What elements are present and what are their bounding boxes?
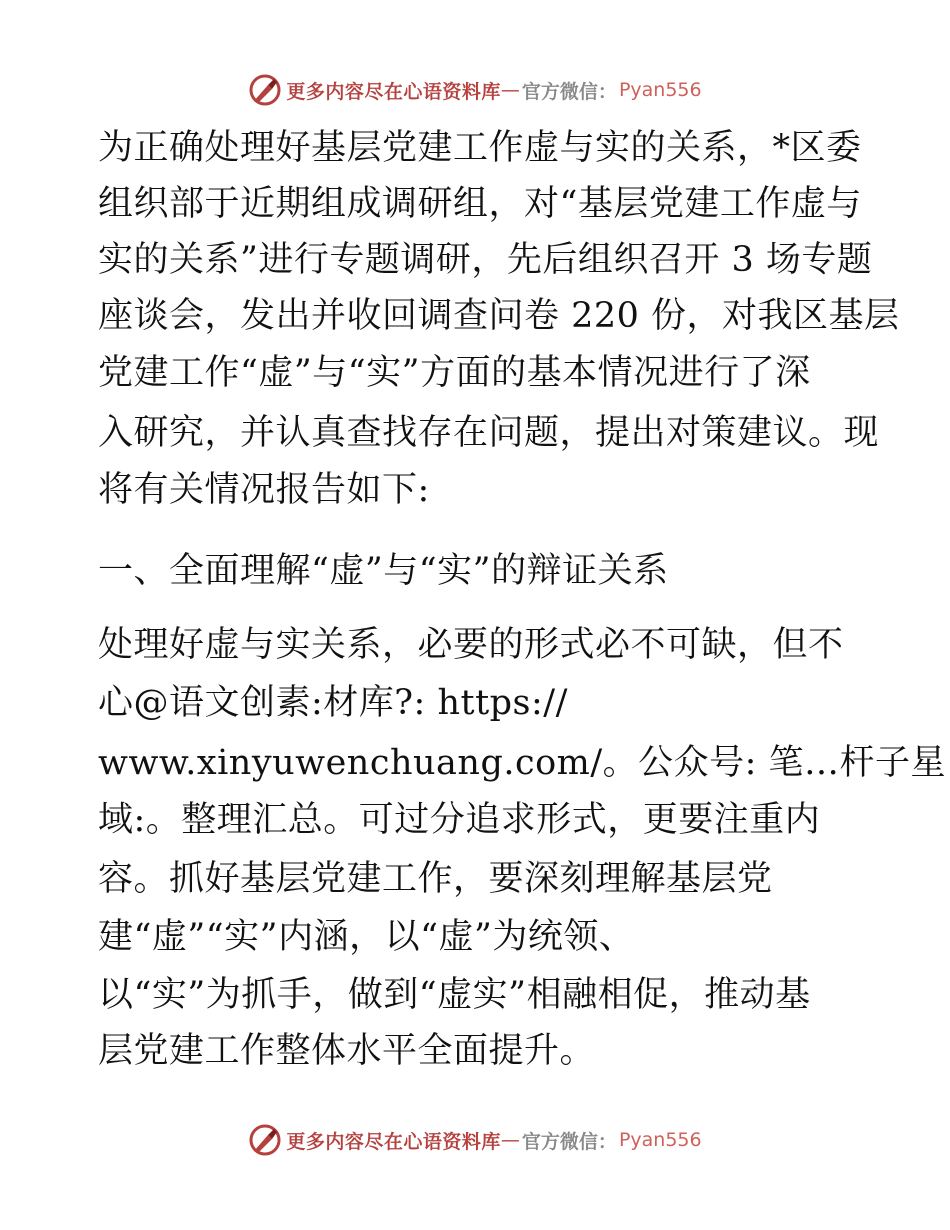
text-line: 为正确处理好基层党建工作虚与实的关系，*区委 — [98, 128, 862, 168]
text-line: 心@语文创素:材库?: https:// — [98, 683, 568, 723]
watermark-wechat-id: Pyan556 — [618, 79, 702, 101]
text-line: 域:。整理汇总。可过分追求形式，更要注重内 — [98, 800, 821, 840]
text-line: 入研究，并认真查找存在问题，提出对策建议。现 — [98, 413, 880, 453]
watermark-main-text: 更多内容尽在心语资料库 — [286, 80, 501, 103]
watermark-wechat-id: Pyan556 — [618, 1129, 702, 1151]
text-line: 将有关情况报告如下: — [98, 470, 430, 510]
pen-logo-icon — [248, 73, 282, 107]
text-line: 处理好虚与实关系，必要的形式必不可缺，但不 — [98, 625, 844, 665]
text-line: 组织部于近期组成调研组，对“基层党建工作虚与 — [98, 184, 862, 224]
text-line: 实的关系”进行专题调研，先后组织召开 3 场专题 — [98, 240, 873, 280]
footer-watermark — [0, 1120, 950, 1160]
watermark-dash: — — [500, 79, 520, 101]
text-line: 党建工作“虚”与“实”方面的基本情况进行了深 — [98, 353, 811, 393]
text-line: www.xinyuwenchuang.com/。公众号: 笔…杆子星 — [98, 743, 947, 783]
watermark-wechat-label: 官方微信： — [521, 1130, 617, 1153]
text-line: 以“实”为抓手，做到“虚实”相融相促，推动基 — [98, 975, 811, 1015]
pen-logo-icon — [248, 1123, 282, 1157]
watermark-wechat-label: 官方微信： — [521, 80, 617, 103]
text-line: 层党建工作整体水平全面提升。 — [98, 1031, 596, 1071]
text-line: 容。抓好基层党建工作，要深刻理解基层党 — [98, 859, 773, 899]
text-line: 座谈会，发出并收回调查问卷 220 份，对我区基层 — [98, 296, 900, 336]
section-heading: 一、全面理解“虚”与“实”的辩证关系 — [98, 551, 669, 591]
watermark-main-text: 更多内容尽在心语资料库 — [286, 1130, 501, 1153]
header-watermark — [0, 70, 950, 110]
watermark-dash: — — [500, 1129, 520, 1151]
text-line: 建“虚”“实”内涵，以“虚”为统领、 — [98, 917, 635, 957]
